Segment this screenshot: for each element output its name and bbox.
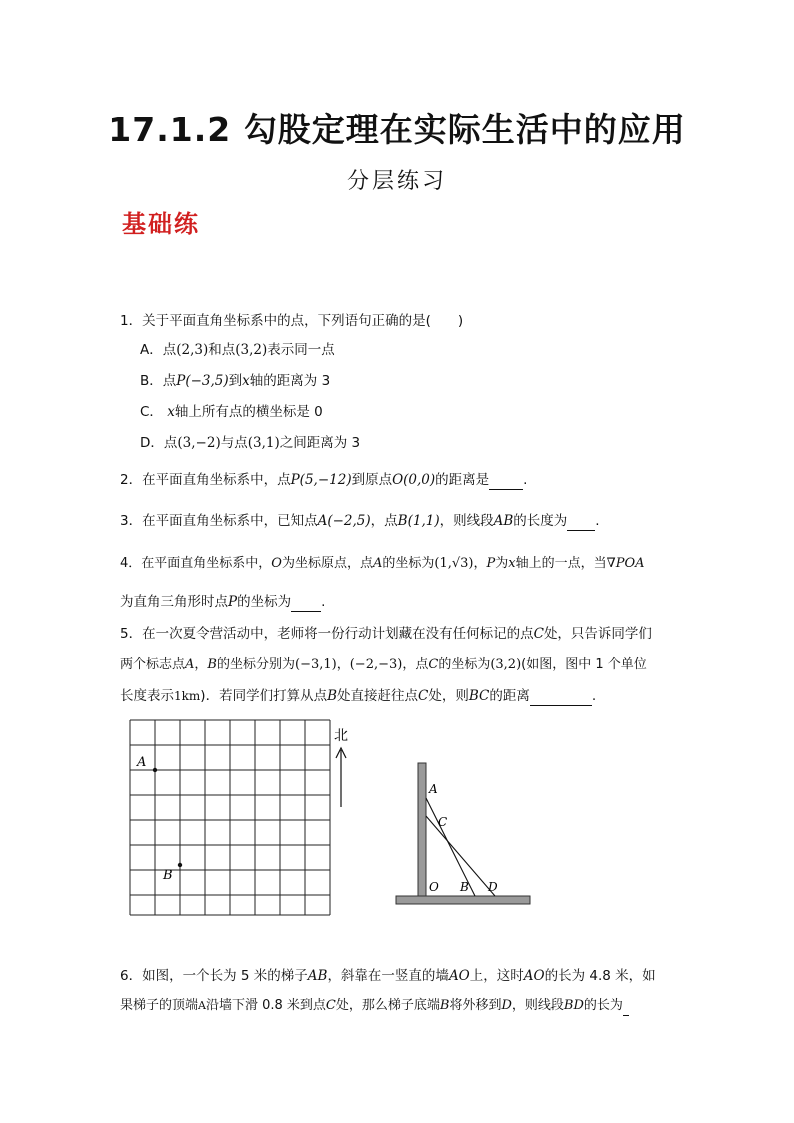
q3-mid: ，点 <box>370 513 398 529</box>
q6-l1-pre: 6．如图，一个长为 5 米的梯子 <box>120 968 308 984</box>
q6-l2-b: B <box>439 998 450 1013</box>
q1-a-mid: 和点 <box>208 342 236 358</box>
page-title: 17.1.2 勾股定理在实际生活中的应用 <box>108 110 686 149</box>
q1-d-end: 之间距离为 3 <box>279 435 361 451</box>
q6-l2-t3: 将外移到 <box>449 998 502 1013</box>
q4-t2: 的坐标为 <box>382 556 435 571</box>
q5-l2-coord1: (−3,1) <box>295 657 337 672</box>
q4-x: x <box>508 556 516 571</box>
q3-answer-blank[interactable] <box>567 516 595 531</box>
q6-l2-a: A <box>198 999 206 1012</box>
q1-option-b[interactable] <box>140 371 330 391</box>
q3-segment-ab: AB <box>493 513 514 529</box>
grid-figure <box>120 712 360 922</box>
q5-l2-t2: ， <box>336 657 350 672</box>
q4-a: A <box>372 556 383 571</box>
q3-point-a: A(−2,5) <box>317 513 371 529</box>
q4-line1 <box>120 554 645 574</box>
q5-l3-end: 的距离 <box>489 688 530 704</box>
q1-b-label: B．点 <box>140 373 177 389</box>
q6-l2-d: D <box>501 998 512 1013</box>
q4-o: O <box>271 556 282 571</box>
q1-d-point2: (3,1) <box>247 435 280 451</box>
q1-b-x: x <box>242 373 250 389</box>
q6-l2-pre: 果梯子的顶端 <box>120 998 199 1013</box>
q6-l1-end: 的长为 4.8 米，如 <box>544 968 656 984</box>
page-subtitle: 分层练习 <box>346 169 447 194</box>
ground <box>396 896 530 904</box>
q2-answer-blank[interactable] <box>489 475 523 490</box>
q1-a-point1: (2,3) <box>176 342 209 358</box>
grid-point-a <box>153 768 157 772</box>
q2-point-p: P(5,−12) <box>290 472 352 488</box>
q1-option-c[interactable] <box>140 402 323 422</box>
q4-line2-p: P <box>228 594 238 610</box>
q5-l3-pre: 长度表示 <box>120 688 174 704</box>
ladder-label-o: O <box>429 880 439 894</box>
q4-p: P <box>486 556 496 571</box>
ladder-label-c: C <box>438 815 448 829</box>
q5-l2-coord3: (3,2) <box>490 657 522 672</box>
q3-mid2: ，则线段 <box>439 513 494 529</box>
q5-l1-c: C <box>533 626 544 642</box>
q5-l3-t2: 处直接赶往点 <box>337 688 418 704</box>
q6-l1-t2: 上，这时 <box>469 968 524 984</box>
q3-point-b: B(1,1) <box>397 513 440 529</box>
q6-l1-ab: AB <box>307 968 328 984</box>
q6-l2-t4: ，则线段 <box>511 998 564 1013</box>
q4-line2 <box>120 592 325 612</box>
q1-d-mid: 与点 <box>220 435 248 451</box>
q2-suffix: . <box>523 472 528 488</box>
q3-pre: 3．在平面直角坐标系中，已知点 <box>120 513 318 529</box>
q5-l2-a: A <box>185 657 195 672</box>
q4-line2-end: 的坐标为 <box>237 594 292 610</box>
q6-l2-t2: 处，那么梯子底端 <box>335 998 440 1013</box>
q1-stem: 1．关于平面直角坐标系中的点，下列语句正确的是( ) <box>120 313 464 329</box>
q3-end: 的长度为 <box>513 513 568 529</box>
q5-l1-pre: 5．在一次夏令营活动中，老师将一份行动计划藏在没有任何标记的点 <box>120 626 534 642</box>
q5-l2-coord2: (−2,−3) <box>349 657 403 672</box>
q5-l1-end: 处，只告诉同学们 <box>543 626 652 642</box>
q1-a-point2: (3,2) <box>235 342 268 358</box>
q5-answer-blank[interactable] <box>530 691 592 706</box>
wall <box>418 763 426 896</box>
q5-l3-t3: 处，则 <box>428 688 469 704</box>
q1-a-end: 表示同一点 <box>267 342 335 358</box>
q5-l3-bc: BC <box>468 688 490 704</box>
q5-l3-c: C <box>418 688 429 704</box>
q1-b-mid: 到 <box>228 373 243 389</box>
q1-c-label: C． <box>140 404 163 420</box>
section-heading: 基础练 <box>122 210 200 238</box>
q2-text <box>120 470 527 490</box>
q5-line1 <box>120 624 652 644</box>
q6-l2-t1: 沿墙下滑 0.8 米到点 <box>205 998 326 1013</box>
q1-option-a[interactable] <box>140 340 335 360</box>
q1-c-x: x <box>167 404 175 420</box>
q5-line2 <box>120 655 647 675</box>
q2-point-o: O(0,0) <box>392 472 436 488</box>
q5-l2-sep: ， <box>194 657 208 672</box>
grid-lines <box>130 720 330 915</box>
q6-l1-t1: ，斜靠在一竖直的墙 <box>327 968 449 984</box>
ladder-label-a: A <box>429 782 438 796</box>
q1-b-point: P(−3,5) <box>176 373 229 389</box>
q5-l2-c: C <box>428 657 439 672</box>
q6-line1 <box>120 966 656 986</box>
q5-l2-pre: 两个标志点 <box>120 657 186 672</box>
q5-l2-b: B <box>207 657 217 672</box>
q6-answer-blank[interactable] <box>623 1001 629 1016</box>
q1-c-end: 轴上所有点的横坐标是 0 <box>174 404 323 420</box>
q4-t5: 轴上的一点，当 <box>515 556 607 571</box>
q2-mid: 到原点 <box>351 472 393 488</box>
q5-l2-t4: 的坐标为 <box>438 657 491 672</box>
grid-label-b: B <box>163 868 173 883</box>
q6-l2-bd: BD <box>563 998 584 1013</box>
q1-d-label: D．点 <box>140 435 178 451</box>
q4-line2-pre: 为直角三角形时点 <box>120 594 228 610</box>
q4-suffix: . <box>321 594 326 610</box>
ladder-label-b: B <box>460 880 469 894</box>
q6-line2 <box>120 996 629 1016</box>
q3-text <box>120 511 600 531</box>
q5-l2-t3: ，点 <box>402 657 429 672</box>
q5-line3 <box>120 686 596 706</box>
grid-point-b <box>178 863 182 867</box>
q4-t4: 为 <box>495 556 509 571</box>
north-label: 北 <box>334 728 348 744</box>
q2-end: 的距离是 <box>435 472 490 488</box>
q5-l3-t1: )．若同学们打算从点 <box>200 688 328 704</box>
q1-a-label: A．点 <box>140 342 177 358</box>
q6-l1-ao2: AO <box>523 968 545 984</box>
q5-suffix: . <box>591 688 597 704</box>
q5-l3-km: 1km <box>174 689 201 703</box>
q1-option-d[interactable] <box>140 433 360 453</box>
q1-d-point1: (3,−2) <box>177 435 221 451</box>
ladder-label-d: D <box>488 880 498 894</box>
q5-l2-t1: 的坐标分别为 <box>216 657 295 672</box>
q6-l2-c: C <box>325 998 336 1013</box>
q4-triangle: ∇POA <box>606 556 645 571</box>
q4-coord: (1,√3) <box>434 556 474 571</box>
q3-suffix: . <box>595 513 600 529</box>
q4-t3: ， <box>473 556 487 571</box>
grid-label-a: A <box>137 755 147 770</box>
ladder-figure <box>390 756 540 911</box>
q5-l2-end: (如图，图中 1 个单位 <box>521 657 647 672</box>
q6-l2-end: 的长为 <box>583 998 623 1013</box>
q6-l1-ao: AO <box>448 968 470 984</box>
q4-answer-blank[interactable] <box>291 597 321 612</box>
q4-pre: 4．在平面直角坐标系中， <box>120 556 272 571</box>
q2-pre: 2．在平面直角坐标系中，点 <box>120 472 291 488</box>
q4-t1: 为坐标原点，点 <box>281 556 373 571</box>
q5-l3-b: B <box>327 688 337 704</box>
q1-b-end: 轴的距离为 3 <box>249 373 331 389</box>
